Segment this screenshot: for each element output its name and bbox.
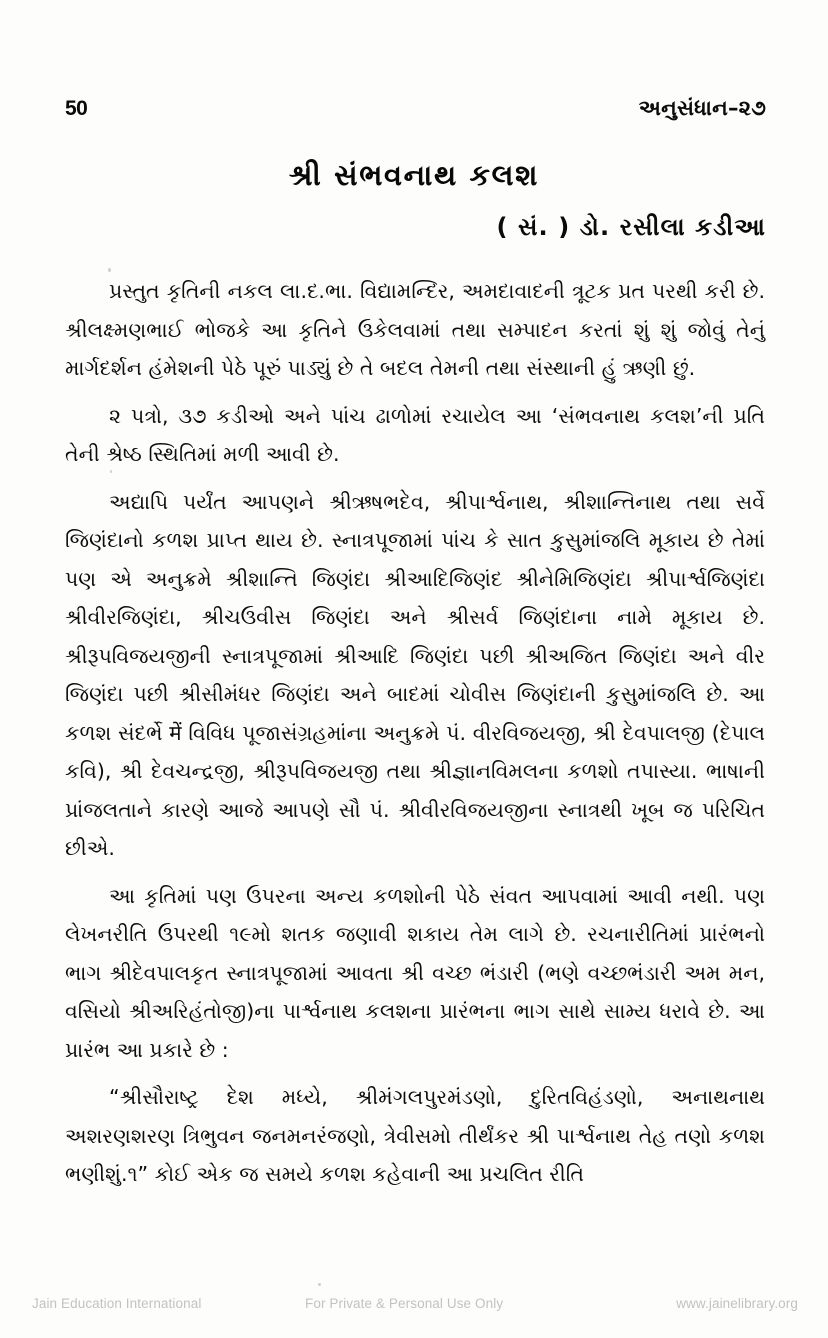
footer-website: www.jainelibrary.org <box>676 1296 798 1311</box>
article-byline: ( સં. ) ડો. રસીલા કડીઆ <box>496 213 766 241</box>
running-head: અનુસંધાન–૨૭ <box>638 96 766 120</box>
paragraph: પ્રસ્તુત કૃતિની નકલ લા.દ.ભા. વિદ્યામન્દિર, અમદાવાદની ત્રૂટક પ્રત પરથી કરી છે. શ્રીલક્ષ્મણભાઈ ભોજકે આ કૃતિને ઉકેલવામાં તથા સમ્પાદન કરતાં શું શું જોવું તેનું માર્ગદર્શન હંમેશની પેઠે પૂરું પાડ્યું છે તે બદલ તેમની તથા સંસ્થાની હું ઋણી છું. <box>65 279 765 380</box>
scan-speck <box>318 1283 321 1286</box>
paragraph: અદ્યાપિ પર્યંત આપણને શ્રીઋષભદેવ, શ્રીપાર્શ્વનાથ, શ્રીશાન્તિનાથ તથા સર્વે જિણંદાનો કળશ પ્રાપ્ત થાય છે. સ્નાત્રપૂજામાં પાંચ કે સાત કુસુમાંજલિ મૂકાય છે તેમાં પણ એ અનુક્રમે શ્રીશાન્તિ જિણંદા શ્રીઆદિજિણંદ શ્રીનેમિજિણંદા શ્રીપાર્શ્વજિણંદા શ્રીવીરજિણંદા, શ્રીચઉવીસ જિણંદા અને શ્રીસર્વ જિણંદાના નામે મૂકાય છે. શ્રીરૂપવિજયજીની સ્નાત્રપૂજામાં શ્રીઆદિ જિણંદા પછી શ્રીઅજિત જિણંદા અને વીર જિણંદા પછી શ્રીસીમંધર જિણંદા અને બાદમાં ચોવીસ જિણંદાની કુસુમાંજલિ છે. આ કળશ સંદર્ભે में વિવિધ પૂજાસંગ્રહમાંના અનુક્રમે પં. વીરવિજયજી, શ્રી દેવપાલજી (દેપાલ કવિ), શ્રી દેવચન્દ્રજી, શ્રીરૂપવિજયજી તથા શ્રીજ્ઞાનવિમલના કળશો તપાસ્યા. ભાષાની પ્રાંજલતાને કારણે આજે આપણે સૌ પં. શ્રીવીરવિજયજીના સ્નાત્રથી ખૂબ જ પરિચિત છીએ. <box>65 489 765 860</box>
page-number: 50 <box>65 97 88 120</box>
page-header <box>65 96 766 121</box>
paragraph: “શ્રીસૌરાષ્ટ્ર દેશ મધ્યે, શ્રીમંગલપુરમંડણો, દુરિતવિહંડણો, અનાથનાથ અશરણશરણ ત્રિભુવન જનમનરંજણો, ત્રેવીસમો તીર્થંકર શ્રી પાર્શ્વનાથ તેહ તણો કળશ ભણીશું.૧” કોઈ એક જ સમયે કળશ કહેવાની આ પ્રચલિત રીતિ <box>65 1085 765 1186</box>
footer-organization: Jain Education International <box>32 1296 202 1311</box>
article-title: શ્રી સંભવનાથ કલશ <box>288 158 540 192</box>
paragraph: આ કૃતિમાં પણ ઉપરના અન્ય કળશોની પેઠે સંવત આપવામાં આવી નથી. પણ લેખનરીતિ ઉપરથી ૧૯મો શતક જણાવી શકાય તેમ લાગે છે. રચનારીતિમાં પ્રારંભનો ભાગ શ્રીદેવપાલકૃત સ્નાત્રપૂજામાં આવતા શ્રી વચ્છ ભંડારી (ભણે વચ્છભંડારી અમ મન, વસિયો શ્રીઅરિહંતોજી)ના પાર્શ્વનાથ કલશના પ્રારંભના ભાગ સાથે સામ્ય ધરાવે છે. આ પ્રારંભ આ પ્રકારે છે : <box>65 883 765 1062</box>
paragraph: ૨ પત્રો, ૩૭ કડીઓ અને પાંચ ઢાળોમાં રચાયેલ આ ‘સંભવનાથ કલશ’ની પ્રતિ તેની શ્રેષ્ઠ સ્થિતિમાં મળી આવી છે. <box>65 403 765 466</box>
footer-usage-notice: For Private & Personal Use Only <box>305 1296 504 1311</box>
page-footer <box>0 1296 828 1322</box>
article-body <box>65 272 765 1194</box>
